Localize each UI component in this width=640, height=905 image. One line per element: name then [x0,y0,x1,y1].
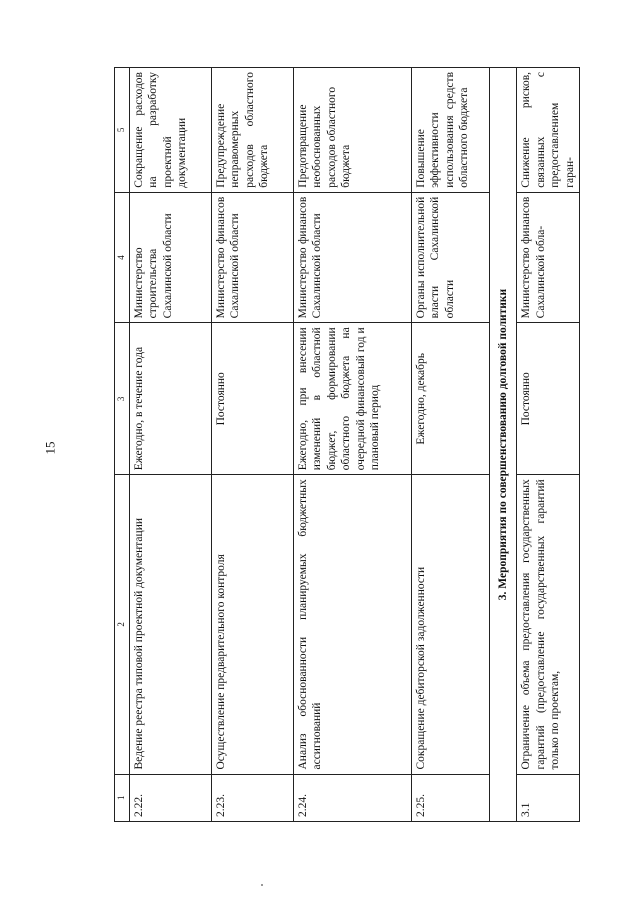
header-cell-5: 5 [115,68,130,193]
section-heading: 3. Мероприятия по совершенствованию долговой политики [490,68,517,822]
header-cell-1: 1 [115,774,130,821]
section-heading-row [490,68,517,822]
measure-cell: Осуществление предварительного контроля [212,475,294,774]
header-cell-2: 2 [115,475,130,774]
result-cell: Предупреждение неправомерных расходов областного бюджета [212,68,294,193]
table-row [212,68,294,822]
measures-table [114,67,580,822]
executor-cell: Министерство финансов Сахалинской обла- [517,192,580,323]
table-row [412,68,490,822]
result-cell: Сокращение расходов на разработку проектной документации [130,68,212,193]
executor-cell: Органы исполнительной власти Сахалинской области [412,192,490,323]
executor-cell: Министерство строительства Сахалинской области [130,192,212,323]
deadline-cell: Ежегодно, в течение года [130,323,212,475]
row-number: 2.23. [212,774,294,821]
deadline-cell: Постоянно [517,323,580,475]
executor-cell: Министерство финансов Сахалинской области [212,192,294,323]
deadline-cell: Постоянно [212,323,294,475]
deadline-cell: Ежегодно, декабрь [412,323,490,475]
deadline-cell: Ежегодно, при внесении изменений в областной бюджет, формировании областного бюджета на очередной финансовый год и плановый период [294,323,412,475]
result-cell: Повышение эффективности использования средств областного бюджета [412,68,490,193]
result-cell: Предотвращение необоснованных расходов областного бюджета [294,68,412,193]
header-row [115,68,130,822]
page-number: 15 [42,441,58,455]
rotated-table-container [114,67,584,822]
scan-speck [261,884,263,886]
row-number: 2.22. [130,774,212,821]
executor-cell: Министерство финансов Сахалинской области [294,192,412,323]
row-number: 2.25. [412,774,490,821]
row-number: 2.24. [294,774,412,821]
table-row [517,68,580,822]
measure-cell: Ведение реестра типовой проектной документации [130,475,212,774]
result-cell: Снижение рисков, связанных с предоставлением гаран- [517,68,580,193]
header-cell-3: 3 [115,323,130,475]
row-number: 3.1 [517,774,580,821]
table-row [294,68,412,822]
table-row [130,68,212,822]
measure-cell: Сокращение дебиторской задолженности [412,475,490,774]
measure-cell: Ограничение объема предоставления государственных гарантий (предоставление государственных гарантий только по проектам, [517,475,580,774]
measure-cell: Анализ обоснованности планируемых бюджетных ассигнований [294,475,412,774]
header-cell-4: 4 [115,192,130,323]
